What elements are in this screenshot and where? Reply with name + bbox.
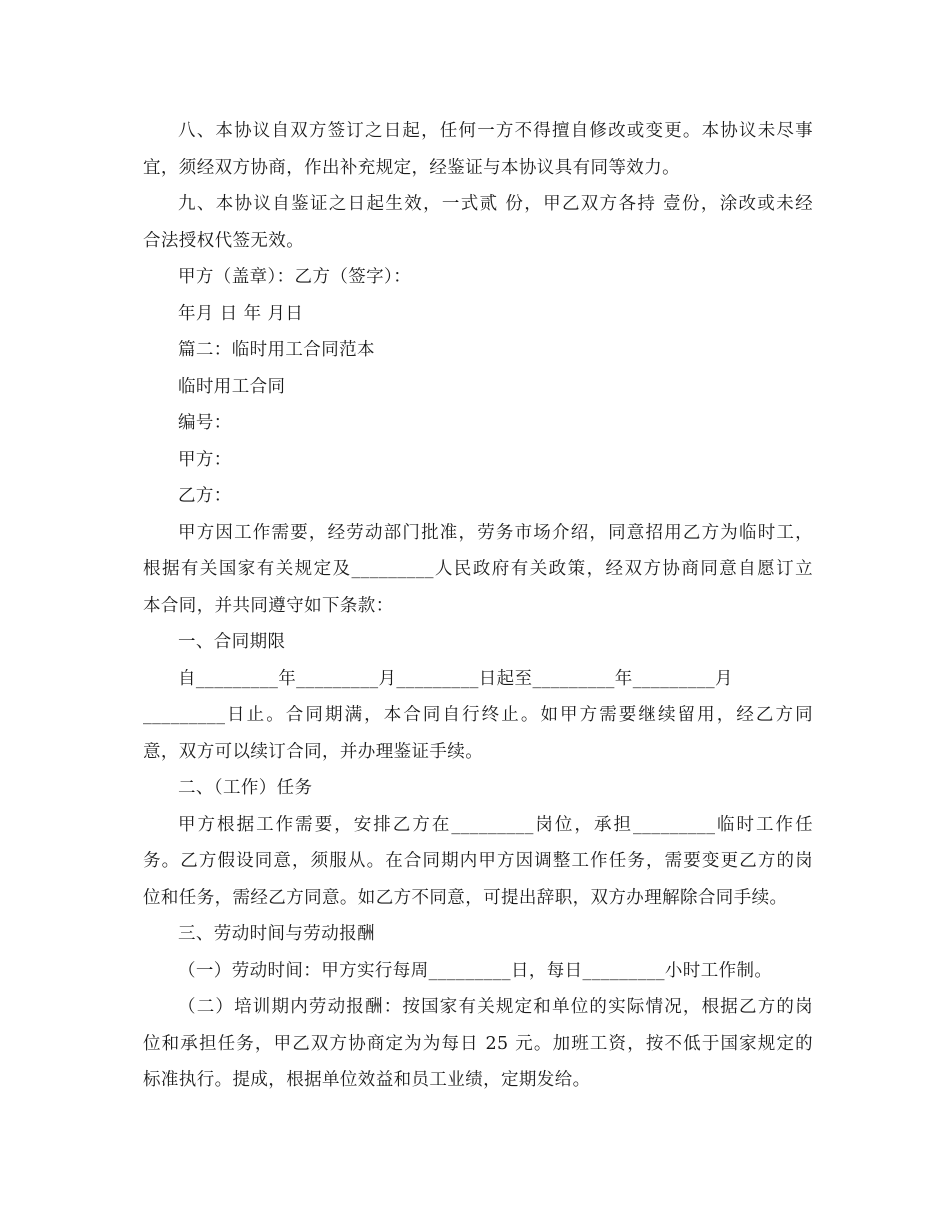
heading-term: 一、合同期限 [178, 632, 286, 652]
document-body [143, 113, 813, 1099]
party-a: 甲方： [178, 449, 232, 470]
term-line-1: 自_________年_________月_________日起至_________年_________月 [178, 668, 733, 689]
term-line-2: _________日止。合同期满，本合同自行终止。如甲方需要继续留用，经乙方同 [143, 705, 813, 725]
clause-8-line-2: 宜，须经双方协商，作出补充规定，经鉴证与本协议具有同等效力。 [143, 157, 680, 178]
clause-8-line-1: 八、本协议自双方签订之日起，任何一方不得擅自修改或变更。本协议未尽事 [178, 121, 813, 141]
preamble-line-3: 本合同，并共同遵守如下条款： [143, 595, 394, 616]
pay-line-3: 标准执行。提成，根据单位效益和员工业绩，定期发给。 [143, 1070, 591, 1090]
term-line-3: 意，双方可以续订合同，并办理鉴证手续。 [143, 741, 484, 762]
heading-task: 二、（工作）任务 [178, 778, 313, 798]
task-line-3: 位和任务，需经乙方同意。如乙方不同意，可提出辞职，双方办理解除合同手续。 [143, 887, 788, 908]
party-b: 乙方： [178, 486, 232, 506]
preamble-line-1: 甲方因工作需要，经劳动部门批准，劳务市场介绍，同意招用乙方为临时工， [178, 522, 813, 543]
pay-line-1: （二）培训期内劳动报酬：按国家有关规定和单位的实际情况，根据乙方的岗 [178, 997, 813, 1017]
date-line: 年月 日 年 月日 [178, 303, 304, 324]
signature-line: 甲方（盖章）：乙方（签字）： [178, 267, 412, 287]
contract-title: 临时用工合同 [178, 376, 286, 397]
heading-hours-pay: 三、劳动时间与劳动报酬 [178, 924, 375, 944]
pay-line-2: 位和承担任务，甲乙双方协商定为为每日 25 元。加班工资，按不低于国家规定的 [143, 1033, 813, 1054]
preamble-line-2: 根据有关国家有关规定及_________人民政府有关政策，经双方协商同意自愿订立 [143, 559, 813, 579]
hours-line: （一）劳动时间：甲方实行每周_________日，每日_________小时工作制。 [178, 960, 773, 981]
clause-9-line-1: 九、本协议自鉴证之日起生效，一式贰 份，甲乙双方各持 壹份，涂改或未经 [178, 194, 813, 214]
task-line-2: 务。乙方假设同意，须服从。在合同期内甲方因调整工作任务，需要变更乙方的岗 [143, 851, 813, 871]
clause-9-line-2: 合法授权代签无效。 [143, 230, 305, 251]
section-heading: 篇二：临时用工合同范本 [178, 340, 375, 360]
task-line-1: 甲方根据工作需要，安排乙方在_________岗位，承担_________临时工作任 [178, 814, 813, 835]
contract-number: 编号： [178, 413, 232, 433]
